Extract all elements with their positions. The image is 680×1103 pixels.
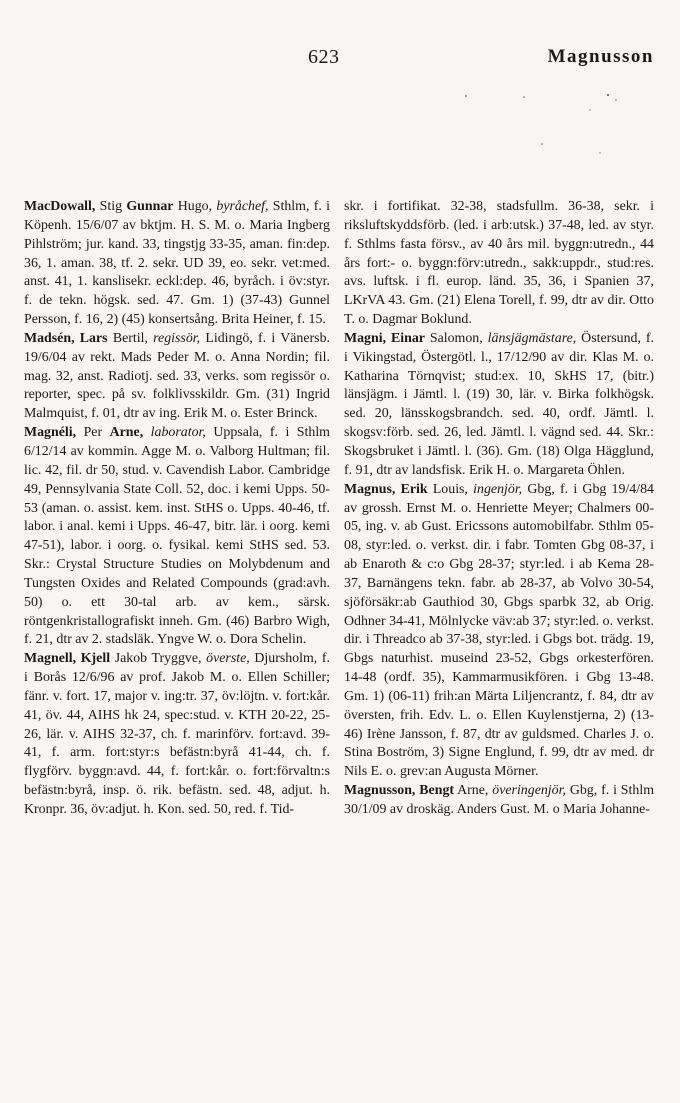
entry-post: Arne, <box>454 783 493 799</box>
entry-magnell-continued <box>344 198 654 330</box>
entry-surname: Magni, <box>344 330 387 346</box>
entry-magnell <box>24 650 330 820</box>
entry-body: skr. i fortifikat. 32-38, stadsfullm. 36-38, sekr. i riksluftskyddsförb. (led. i arb:utsk.) 37-48, led. av styr. f. Sthlms fasta försv., av 40 års mil. byggn:utredn., 44 års fort:- o. byggn:förv:utredn., sakk:uppdr., stud:res. avs. luftsk. i fl. europ. länd. 35, 36, i Spanien 37, LKrVA 43. Gm. (21) Elena Torell, f. 99, dtr av dir. Otto T. o. Dagmar Boklund. <box>344 199 654 328</box>
entry-pre: Per <box>76 425 110 441</box>
entry-body: Lidingö, f. i Vänersb. 19/6/04 av rekt. Mads Peder M. o. Anna Nordin; fil. mag. 32, anst. Radiotj. sed. 33, verks. som regissör o. reporter, spec. på sv. folklivsskildr. Gm. (31) Ingrid Malmquist, f. 01, dtr av ing. Erik M. o. Ester Brinck. <box>24 330 330 422</box>
right-column <box>344 198 654 820</box>
entry-post: Bertil, <box>107 330 154 346</box>
entry-given-name: Gunnar <box>126 199 174 214</box>
entry-surname: Madsén, <box>24 330 75 346</box>
entry-surname: Magnus, <box>344 481 396 497</box>
running-head: Magnusson <box>547 46 654 67</box>
entry-given-name: Kjell <box>80 651 111 667</box>
entry-given-name: Lars <box>79 330 108 346</box>
entry-pre: Stig <box>95 199 127 214</box>
entry-given-name: Arne, <box>109 425 144 441</box>
page-header <box>0 46 680 76</box>
entry-post: Hugo, <box>173 199 217 214</box>
entry-body: Gbg, f. i Gbg 19/4/84 av grossh. Ernst M. o. Henriette Meyer; Chalmers 00-05, ing. v. ab Gust. Ericssons automobilfabr. Sthlm 05-08, styr:led. o. verkst. dir. i fabr. Tomten Gbg 08-37, i ab Enaroth & c:o Gbg 28-37; styr:led. i ab Kema 28-37, Barnängens tekn. fabr. ab 28-37, ab Volvo 30-54, sjöförsäkr:ab Gauthiod 30, Gbgs sparbk 32, ab Orig. Odhner 34-41, Mölnlycke väv:ab 37; styr:led. o. verkst. dir. i Threadco ab 37-38, styr:led. i Gbgs bot. trädg. 19, Gbgs naturhist. museind 23-52, Gbgs orkesterfören. 14-48 (ordf. 35), Kammarmusikfören. i Gbg 13-48. Gm. 1) (06-11) frih:an Märta Liljencrantz, f. 84, dtr av översten, frih. Edv. L. o. Ellen Kuylenstjerna, 2) (13-46) Irène Jansson, f. 87, dtr av guldsmed. Charles J. o. Stina Boström, 3) Signe Englund, f. 99, dtr av med. dr Nils E. o. grev:an Augusta Mörner. <box>344 481 654 780</box>
entry-macdowall <box>24 198 330 330</box>
entry-given-name: Erik <box>400 481 428 497</box>
entry-title: byråchef, <box>216 199 269 214</box>
entry-surname: Magnusson, <box>344 783 416 799</box>
entry-given-name: Bengt <box>419 783 455 799</box>
entry-title: laborator, <box>150 425 206 441</box>
entry-surname: MacDowall, <box>24 199 96 214</box>
entry-body: Uppsala, f. i Sthlm 6/12/14 av kommin. Agge M. o. Valborg Hultman; fil. lic. 42, fil. dr 50, stud. v. Cavendish Labor. Cambridge 49, Pennsylvania State Coll. 52, doc. i kemi Upps. 50-53 (aman. o. assist. kem. inst. StHS o. Upps. 40-46, tf. labor. i anal. kemi i Upps. 46-47, bitr. lär. i oorg. kemi 47-51), labor. i oorg. o. fysikal. kemi StHS sed. 53. Skr.: Crystal Structure Studies on Molybdenum and Tungsten Oxides and Related Compounds (grad:avh. 50) o. ett 30-tal arb. av kem., särsk. röntgenkristallografiskt inneh. Gm. (46) Barbro Wigh, f. 21, dtr av 2. stadsläk. Yngve W. o. Dora Schelin. <box>24 425 330 648</box>
entry-title: ingenjör, <box>473 481 523 497</box>
entry-surname: Magnéli, <box>24 425 77 441</box>
entry-title: överingenjör, <box>492 783 566 799</box>
entry-post <box>143 425 151 440</box>
page-number: 623 <box>308 46 340 68</box>
entry-post: Jakob Tryggve, <box>110 651 207 667</box>
entry-body: Djursholm, f. i Borås 12/6/96 av prof. Jakob M. o. Ellen Schiller; fänr. v. fort. 17, major v. ing:tr. 37, öv:löjtn. v. fort:kår. 41, öv. 44, AIHS hk 24, spec:stud. v. KTH 20-22, 25-26, lär. v. AIHS 32-37, ch. f. marinförv. fort:avd. 39-41, f. arm. fort:styr:s befästn:byrå 41-44, ch. f. flygförv. byggn:avd. 44, f. fort:kår. o. fort:förvaltn:s befästn:byrå, insp. ö. rik. befästn. sed. 48, adjut. h. Kronpr. 36, öv:adjut. h. Kon. sed. 50, red. f. Tid- <box>24 651 330 817</box>
print-specks <box>440 92 640 162</box>
entry-body: Gbg, f. i Sthlm 30/1/09 av droskäg. Anders Gust. M. o Maria Johanne- <box>344 783 654 817</box>
entry-magneli <box>24 424 330 650</box>
entry-body: Östersund, f. i Vikingstad, Östergötl. l., 17/12/90 av dir. Klas M. o. Katharina Törnqvist; stud:ex. 10, SkHS 17, (bitr.) länsjägm. i Jämtl. l. (19) 30, lär. v. Birka folkhögsk. sed. 20, länsskogsbrandch. sed. 40, ordf. Jämtl. l. skogsv:förb. sed. 26, led. Jämtl. l. vägnd sed. 44. Skr.: Skogsbruket i Jämtl. l. (36). Gm. (18) Olga Hägglund, f. 91, dtr av landsfisk. Erik H. o. Margareta Öhlen. <box>344 330 654 478</box>
entry-surname: Magnell, <box>24 651 77 667</box>
entry-magnusson <box>344 782 654 820</box>
entry-body: Sthlm, f. i Köpenh. 15/6/07 av bktjm. H. S. M. o. Maria Ingberg Pihlström; jur. kand. 33, tingstjg 33-35, aman. fin:dep. 36, 1. aman. 38, tf. 2. sekr. UD 39, eo. sekr. vet:med. anst. 41, 1. kanslisekr. eckl:dep. 46, byråch. i öv:styr. f. de tekn. högsk. sed. 47. Gm. 1) (37-43) Gunnel Persson, f. 16, 2) (45) konsertsång. Brita Heiner, f. 15. <box>24 199 330 328</box>
entry-magni <box>344 330 654 481</box>
entry-title: överste, <box>206 651 250 667</box>
entry-post: Louis, <box>427 481 474 497</box>
entry-magnus <box>344 481 654 783</box>
entry-title: länsjägmästare, <box>487 330 577 346</box>
entry-title: regissör, <box>153 330 201 346</box>
entry-madsen <box>24 330 330 424</box>
left-column <box>24 198 330 820</box>
entry-given-name: Einar <box>390 330 425 346</box>
entry-post: Salomon, <box>424 330 488 346</box>
